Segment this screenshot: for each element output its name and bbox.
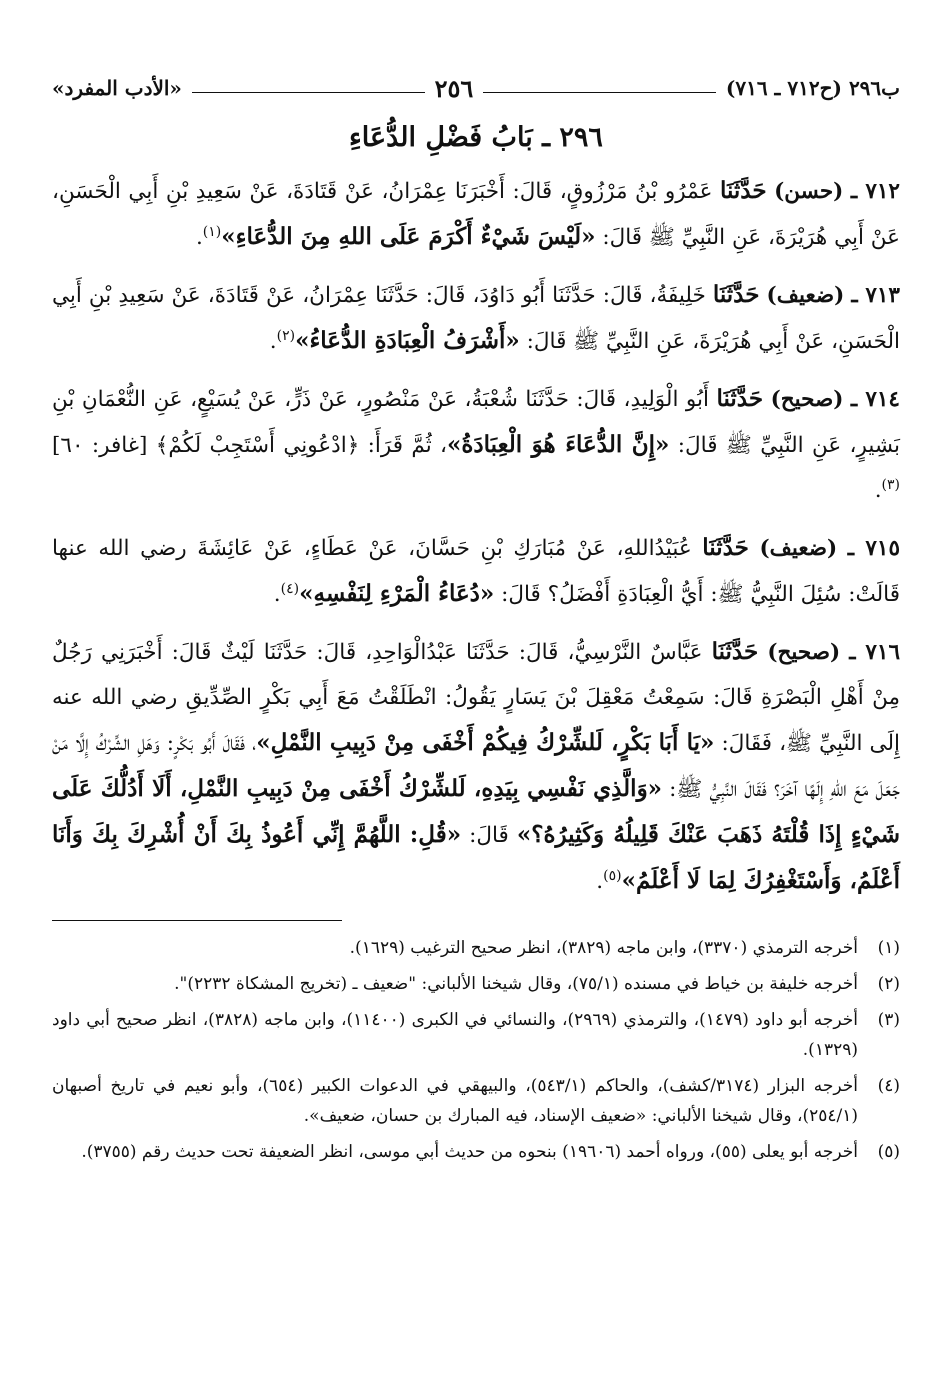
hadith-isnad: عَبَّاسٌ النَّرْسِيُّ، قَالَ: حَدَّثَنَا عَبْدُالْوَاحِدِ، قَالَ: حَدَّثَنَا لَيْثٌ قَالَ: أَخْبَرَنِي رَجُلٌ مِنْ أَهْلِ الْبَصْرَةِ قَالَ: سَمِعْتُ مَعْقِلَ بْنَ يَسَارٍ يَقُولُ: انْطَلَقْتُ مَعَ أَبِي بَكْرٍ الصِّدِّيقِ رضي الله عنه إِلَى النَّبِيِّ ﷺ، فَقَالَ: <box>52 640 900 756</box>
footnote-mark: (٥) <box>603 867 622 884</box>
footnote-text: أخرجه الترمذي (٣٣٧٠)، وابن ماجه (٣٨٢٩)، انظر صحيح الترغيب (١٦٢٩). <box>349 938 858 958</box>
book-title: «الأدب المفرد» <box>52 76 182 100</box>
hadith-grade: (صحيح) <box>770 387 844 412</box>
hadith-tail: . <box>874 478 882 503</box>
hadith-716 <box>52 629 900 904</box>
hadith-tail: . <box>273 582 281 607</box>
hadith-isnad: عُبَيْدُاللهِ، عَنْ مُبَارَكِ بْنِ حَسَّانَ، عَنْ عَطَاءٍ، عَنْ عَائِشَةَ رضي الله عنها قَالَتْ: سُئِلَ النَّبِيُّ ﷺ: أَيُّ الْعِبَادَةِ أَفْضَلُ؟ قَالَ: <box>52 536 900 607</box>
hadith-grade: (ضعيف) <box>759 536 838 561</box>
hadith-isnad: أَبُو الْوَلِيدِ، قَالَ: حَدَّثَنَا شُعْبَةُ، عَنْ مَنْصُورٍ، عَنْ ذَرٍّ، عَنْ يُسَيْعٍ، عَنِ النُّعْمَانِ بْنِ بَشِيرٍ، عَنِ النَّبِيِّ ﷺ قَالَ: <box>52 387 900 458</box>
hadith-grade: (ضعيف) <box>766 283 845 308</box>
footnote-number: (٥) <box>877 1142 900 1162</box>
footnotes <box>52 933 900 1167</box>
narration-word: حَدَّثَنَا <box>719 177 767 204</box>
footnote-5 <box>52 1137 900 1167</box>
narration-word: حَدَّثَنَا <box>716 385 764 412</box>
hadith-712 <box>52 168 900 260</box>
hadith-grade: (صحيح) <box>767 640 841 665</box>
header-rule-right <box>483 92 716 93</box>
footnote-number: (٣) <box>877 1010 900 1030</box>
hadith-grade: (حسن) <box>774 179 844 204</box>
hadith-matn: «دُعَاءُ الْمَرْءِ لِنَفْسِهِ» <box>299 580 495 607</box>
hadith-isnad: عَمْرُو بْنُ مَرْزُوقٍ، قَالَ: أَخْبَرَنَا عِمْرَانُ، عَنْ قَتَادَةَ، عَنْ سَعِيدِ بْنِ أَبِي الْحَسَنِ، عَنْ أَبِي هُرَيْرَةَ، عَنِ النَّبِيِّ ﷺ قَالَ: <box>52 179 900 250</box>
footnote-text: أخرجه البزار (٣١٧٤/كشف)، والحاكم (٥٤٣/١)، والبيهقي في الدعوات الكبير (٦٥٤)، وأبو نعيم في تاريخ أصبهان (٢٥٤/١)، وقال شيخنا الألباني: «ضعيف الإسناد، فيه المبارك بن حسان، ضعيف». <box>52 1076 859 1126</box>
hadith-matn: «إِنَّ الدُّعَاءَ هُوَ الْعِبَادَةُ» <box>447 431 670 458</box>
page-number: ٢٥٦ <box>434 73 474 103</box>
footnote-text: أخرجه أبو داود (١٤٧٩)، والترمذي (٢٩٦٩)، والنسائي في الكبرى (١١٤٠٠)، وابن ماجه (٣٨٢٨)، انظر صحيح أبي داود (١٣٢٩). <box>52 1010 858 1060</box>
hadith-matn-2: «وَالَّذِي نَفْسِي بِيَدِهِ، لَلشِّرْكُ أَخْفَى مِنْ دَبِيبِ النَّمْلِ، أَلَا أَدُلُّكَ عَلَى شَيْءٍ إِذَا قُلْتَهُ ذَهَبَ عَنْكَ قَلِيلُهُ وَكَثِيرُهُ؟» <box>52 775 900 848</box>
narration-word: حَدَّثَنَا <box>712 281 760 308</box>
footnote-number: (١) <box>877 938 900 958</box>
hadith-tail: . <box>596 869 604 894</box>
hadith-matn-3: «قُلِ: اللَّهُمَّ إِنِّي أَعُوذُ بِكَ أَنْ أُشْرِكَ بِكَ وَأَنَا أَعْلَمُ، وَأَسْتَغْفِرُكَ لِمَا لَا أَعْلَمُ» <box>52 821 900 894</box>
hadith-mid-text: ، فَقَالَ أَبُو بَكْرٍ: وَهَلِ الشِّرْكُ إِلَّا مَنْ جَعَلَ مَعَ اللهِ إِلَهًا آخَرَ؟ فَقَالَ النَّبِيُّ ﷺ: <box>52 731 900 802</box>
footnote-2 <box>52 969 900 999</box>
hadith-number: ٧١٦ ـ <box>849 640 901 665</box>
footnote-text: أخرجه خليفة بن خياط في مسنده (٧٥/١)، وقال شيخنا الألباني: "ضعيف ـ (تخريج المشكاة ٢٢٣٢)". <box>174 974 858 994</box>
footnote-mark: (٣) <box>881 476 900 493</box>
footnote-3 <box>52 1005 900 1065</box>
running-header <box>52 70 900 106</box>
hadith-after-matn: ، ثُمَّ قَرَأَ: ﴿ادْعُونِي أَسْتَجِبْ لَكُمْ﴾ [غافر: ٦٠] <box>52 433 447 458</box>
footnote-4 <box>52 1071 900 1131</box>
footnote-mark: (٢) <box>276 327 296 344</box>
hadith-tail: . <box>195 225 203 250</box>
narration-word: حَدَّثَنَا <box>711 638 759 665</box>
hadith-matn: «يَا أَبَا بَكْرٍ، لَلشِّرْكُ فِيكُمْ أَخْفَى مِنْ دَبِيبِ النَّمْلِ» <box>256 729 715 756</box>
footnote-text: أخرجه أبو يعلى (٥٥)، ورواه أحمد (١٩٦٠٦) بنحوه من حديث أبي موسى، انظر الضعيفة تحت حديث رقم (٣٧٥٥). <box>81 1142 858 1162</box>
hadith-number: ٧١٤ ـ <box>850 387 900 412</box>
footnote-mark: (٤) <box>280 580 300 597</box>
hadith-matn: «أَشْرَفُ الْعِبَادَةِ الدُّعَاءُ» <box>295 327 520 354</box>
hadith-mid-text-2: قَالَ: <box>469 823 517 848</box>
footnote-mark: (١) <box>202 223 222 240</box>
chapter-reference: ب٢٩٦ (ح٧١٢ ـ ٧١٦) <box>725 76 900 100</box>
hadith-number: ٧١٣ ـ <box>851 283 900 308</box>
hadith-isnad: خَلِيفَةُ، قَالَ: حَدَّثَنَا أَبُو دَاوُدَ، قَالَ: حَدَّثَنَا عِمْرَانُ، عَنْ قَتَادَةَ، عَنْ سَعِيدِ بْنِ أَبِي الْحَسَنِ، عَنْ أَبِي هُرَيْرَةَ، عَنِ النَّبِيِّ ﷺ قَالَ: <box>52 283 900 354</box>
hadith-713 <box>52 272 900 364</box>
hadith-number: ٧١٥ ـ <box>847 536 900 561</box>
footnote-1 <box>52 933 900 963</box>
footnote-number: (٤) <box>877 1076 900 1096</box>
narration-word: حَدَّثَنَا <box>702 534 749 561</box>
chapter-title: ٢٩٦ ـ بَابُ فَضْلِ الدُّعَاءِ <box>349 122 603 153</box>
footnote-separator <box>52 920 342 921</box>
hadith-714 <box>52 376 900 513</box>
header-rule-left <box>192 92 425 93</box>
hadith-matn: «لَيْسَ شَيْءٌ أَكْرَمَ عَلَى اللهِ مِنَ الدُّعَاءِ» <box>221 223 596 250</box>
hadith-number: ٧١٢ ـ <box>850 179 900 204</box>
hadith-tail: . <box>269 329 277 354</box>
hadith-715 <box>52 525 900 617</box>
footnote-number: (٢) <box>877 974 900 994</box>
